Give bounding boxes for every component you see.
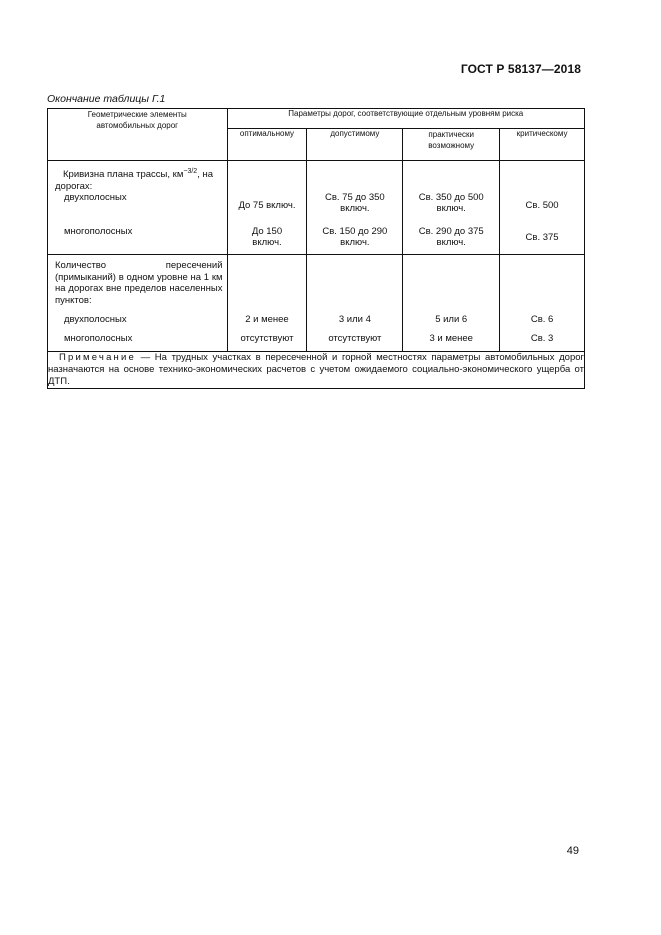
table-cell: Св. 150 до 290 включ.	[307, 226, 403, 255]
table-cell: Св. 500	[500, 192, 585, 226]
header-level-acceptable: допустимому	[307, 129, 403, 161]
intersections-label: Количество пересечений (примыканий) в одном уровне на 1 км на дорогах вне пределов населенных пунктов:	[48, 255, 228, 313]
header-level-critical: критическому	[500, 129, 585, 161]
table-cell: Св. 290 до 375 включ.	[403, 226, 500, 255]
table-cell: До 150 включ.	[227, 226, 307, 255]
intersections-two-lane-label: двухполосных	[48, 312, 228, 333]
header-level-practical: практически возможному	[403, 129, 500, 161]
table-cell: 3 и менее	[403, 333, 500, 352]
document-code: ГОСТ Р 58137—2018	[460, 62, 581, 76]
parameters-table	[47, 108, 585, 389]
intersections-multi-lane-label: многополосных	[48, 333, 228, 352]
header-level-optimal: оптимальному	[227, 129, 307, 161]
header-geometric-elements: Геометрические элементы автомобильных дорог	[48, 109, 228, 161]
table-cell: Св. 375	[500, 226, 585, 255]
note-text: — На трудных участках в пересеченной и горной местностях параметры автомобильных дорог назначаются на основе технико-экономических расчетов с учетом ожидаемого социально-экономического ущерба от ДТП.	[48, 352, 584, 388]
table-cell: Св. 3	[500, 333, 585, 352]
note-prefix: Примечание	[59, 352, 136, 364]
table-cell: 2 и менее	[227, 312, 307, 333]
curvature-two-lane-label: двухполосных	[48, 192, 228, 226]
curvature-multi-lane-label: многополосных	[48, 226, 228, 255]
page-number: 49	[566, 845, 579, 857]
table-cell: Св. 350 до 500 включ.	[403, 192, 500, 226]
header-risk-levels: Параметры дорог, соответствующие отдельным уровням риска	[227, 109, 584, 129]
table-cell: 3 или 4	[307, 312, 403, 333]
curvature-label: Кривизна плана трассы, $км^{-3/2}$, на дорогах:	[48, 161, 228, 193]
table-cell: Св. 75 до 350 включ.	[307, 192, 403, 226]
table-cell: Св. 6	[500, 312, 585, 333]
table-cell: отсутствуют	[227, 333, 307, 352]
table-cell: До 75 включ.	[227, 192, 307, 226]
table-caption: Окончание таблицы Г.1	[47, 93, 166, 105]
table-cell: отсутствуют	[307, 333, 403, 352]
table-note	[48, 352, 585, 389]
table-cell: 5 или 6	[403, 312, 500, 333]
